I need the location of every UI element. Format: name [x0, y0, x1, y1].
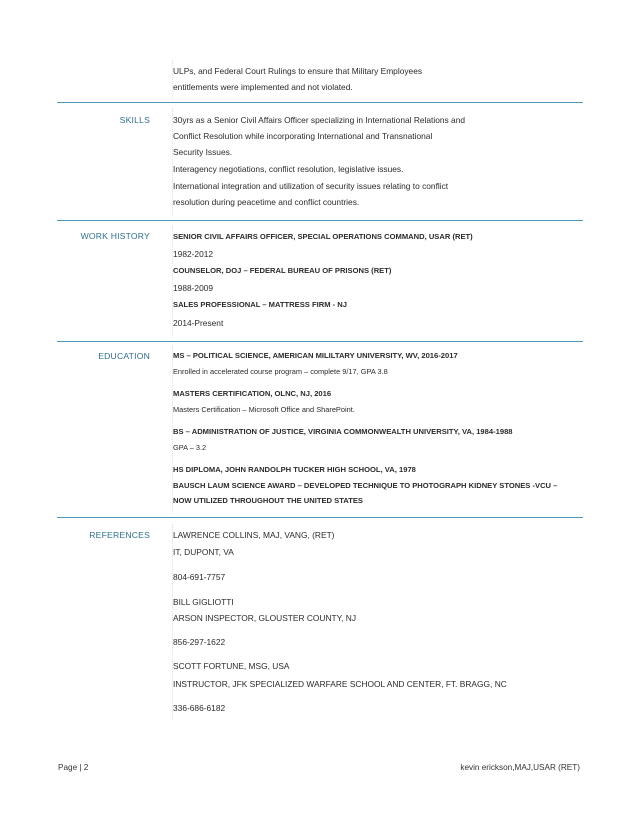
degree-title: MS – POLITICAL SCIENCE, AMERICAN MILILTARY UNIVERSITY, WV, 2016-2017 [173, 351, 458, 360]
reference-phone: 336-686-6182 [173, 703, 226, 713]
reference-name: BILL GIGLIOTTI [173, 597, 234, 607]
intro-line: ULPs, and Federal Court Rulings to ensure that Military Employees [173, 66, 423, 76]
reference-title: ARSON INSPECTOR, GLOUSTER COUNTY, NJ [173, 613, 357, 623]
skills-line: International integration and utilization of security issues relating to conflict [173, 181, 449, 191]
job-dates: 1982-2012 [173, 249, 214, 259]
reference-name: LAWRENCE COLLINS, MAJ, VANG, (RET) [173, 530, 335, 540]
skills-line: Conflict Resolution while incorporating International and Transnational [173, 131, 433, 141]
education-label: EDUCATION [98, 351, 150, 361]
job-title: SALES PROFESSIONAL – MATTRESS FIRM - NJ [173, 300, 347, 309]
reference-phone: 804-691-7757 [173, 572, 226, 582]
degree-title: MASTERS CERTIFICATION, OLNC, NJ, 2016 [173, 389, 332, 398]
award-line: BAUSCH LAUM SCIENCE AWARD – DEVELOPED TECHNIQUE TO PHOTOGRAPH KIDNEY STONES -VCU – [173, 481, 558, 490]
degree-title: HS DIPLOMA, JOHN RANDOLPH TUCKER HIGH SCHOOL, VA, 1978 [173, 465, 416, 474]
reference-phone: 856-297-1622 [173, 637, 226, 647]
job-dates: 1988-2009 [173, 283, 214, 293]
section-divider [57, 517, 583, 518]
job-title: SENIOR CIVIL AFFAIRS OFFICER, SPECIAL OPERATIONS COMMAND, USAR (RET) [173, 232, 473, 241]
skills-line: Interagency negotiations, conflict resolution, legislative issues. [173, 164, 404, 174]
degree-detail: Enrolled in accelerated course program – complete 9/17, GPA 3.8 [173, 367, 388, 376]
page-number: Page | 2 [58, 763, 89, 772]
skills-line: 30yrs as a Senior Civil Affairs Officer specializing in International Relations and [173, 115, 466, 125]
intro-line: entitlements were implemented and not violated. [173, 82, 353, 92]
work-history-label: WORK HISTORY [80, 231, 150, 241]
degree-detail: GPA – 3.2 [173, 443, 207, 452]
skills-label: SKILLS [119, 115, 150, 125]
section-divider [57, 102, 583, 103]
column-separator [172, 60, 173, 100]
degree-title: BS – ADMINISTRATION OF JUSTICE, VIRGINIA COMMONWEALTH UNIVERSITY, VA, 1984-1988 [173, 427, 513, 436]
skills-line: Security Issues. [173, 147, 233, 157]
job-title: COUNSELOR, DOJ – FEDERAL BUREAU OF PRISONS (RET) [173, 266, 392, 275]
job-dates: 2014-Present [173, 318, 224, 328]
section-divider [57, 341, 583, 342]
degree-detail: Masters Certification – Microsoft Office and SharePoint. [173, 405, 355, 414]
references-label: REFERENCES [89, 530, 150, 540]
reference-title: IT, DUPONT, VA [173, 547, 234, 557]
reference-title: INSTRUCTOR, JFK SPECIALIZED WARFARE SCHOOL AND CENTER, FT. BRAGG, NC [173, 679, 507, 689]
section-divider [57, 220, 583, 221]
reference-name: SCOTT FORTUNE, MSG, USA [173, 661, 290, 671]
award-line: NOW UTILIZED THROUGHOUT THE UNITED STATES [173, 496, 363, 505]
footer-author: kevin erickson,MAJ,USAR (RET) [460, 763, 580, 772]
skills-line: resolution during peacetime and conflict countries. [173, 197, 360, 207]
